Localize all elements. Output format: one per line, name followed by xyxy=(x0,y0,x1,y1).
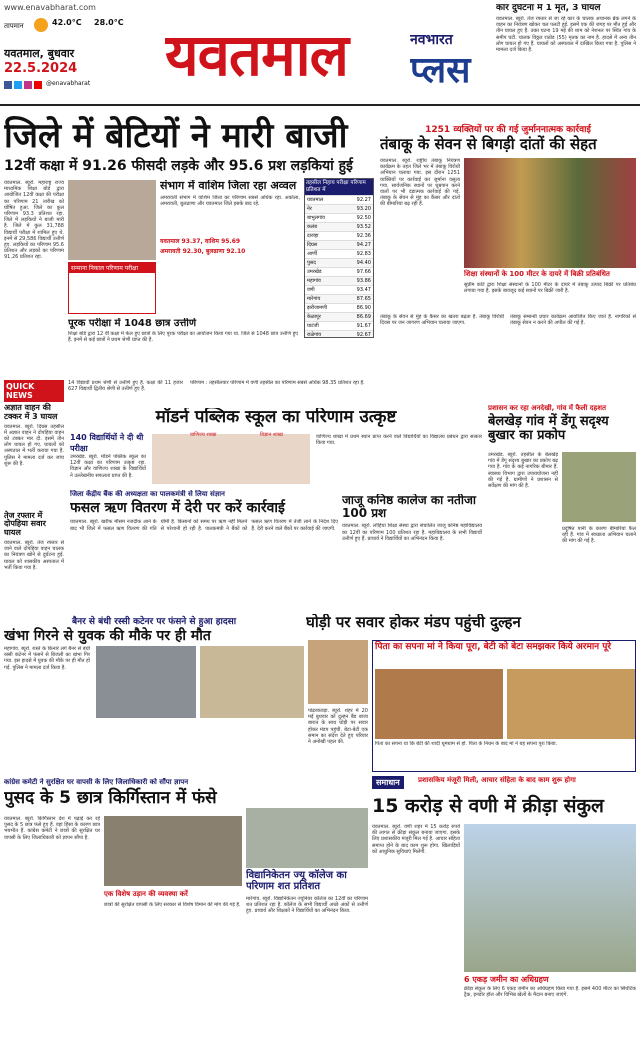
taluka-name: महागांव xyxy=(307,278,321,284)
edition-date: 22.5.2024 xyxy=(4,61,78,76)
taluka-percent: 92.67 xyxy=(356,332,371,338)
supplementary-box xyxy=(68,318,298,378)
temp-min: 28.0°C xyxy=(94,18,124,27)
kyrgyzstan-kicker: कांग्रेस कमेटी ने सुरक्षित घर वापसी के लिए जिलाधिकारी को सौंपा ज्ञापन xyxy=(4,778,189,786)
tobacco-caption: शिक्षा संस्थानों के 100 मीटर के दायरे में बिक्री प्रतिबंधित xyxy=(464,270,610,278)
bride-headline: घोड़ी पर सवार होकर मंडप पहुंची दुल्हन xyxy=(306,614,521,631)
dengue-story xyxy=(488,404,636,644)
bride-body: पांढरकवड़ा. ब्यूरो. शहर में 20 मई बुधवार को दुल्हन बैंड बाजा बारात के साथ घोड़ी पर सवार होकर मंडप पहुंची. बेटा-बेटी एक समान का संदेश देते हुए परिवार ने अनोखी पहल की. xyxy=(308,708,368,746)
supplementary-body: शिक्षा बोर्ड द्वारा 12 वीं कक्षा में फेल हुए छात्रों के लिए पूरक परीक्षा का आयोजन किया गया था. जिले से 1048 छात्र उत्तीर्ण हुए हैं. इनमें से कई छात्रों ने प्रथम श्रेणी प्राप्त की है. xyxy=(68,331,298,344)
taluka-name: मारेगांव xyxy=(307,296,321,302)
tobacco-kicker: 1251 व्यक्तियों पर की गई जुर्माननात्मक कार्रवाई xyxy=(425,125,591,135)
result-box xyxy=(68,262,156,314)
kyrgyzstan-photo-body: छात्रों की सुरक्षित वापसी के लिए सरकार से विशेष विमान की मांग की गई है. xyxy=(104,902,241,908)
taluka-percent: 92.27 xyxy=(356,197,371,203)
brand-top: नवभारत xyxy=(410,32,453,46)
result-box-title: सन्माना निकाल परिणाम परीक्षा xyxy=(69,263,155,273)
taluka-row xyxy=(305,321,373,330)
students-group-photo xyxy=(104,816,242,886)
taluka-name: दिग्रस xyxy=(307,242,318,248)
top-right-story xyxy=(496,4,636,104)
quick-news-title: QUICK NEWS xyxy=(4,380,64,402)
dengue-body2: प्रदूषित पानी के कारण बीमारियां फैल रही हैं. गांव में स्वच्छता अभियान चलाने की मांग की गई है. xyxy=(562,526,636,545)
school-headline: मॉडर्न पब्लिक स्कूल का परिणाम उत्कृष्ट xyxy=(155,408,397,427)
taluka-percent: 92.50 xyxy=(356,215,371,221)
taluka-row xyxy=(305,222,373,231)
jaju-headline: जाजू कनिष्ठ कालेज का नतीजा 100 प्रश xyxy=(342,494,476,521)
division-stat2: अमरावती 92.30, बुलढाणा 92.10 xyxy=(160,248,246,256)
taluka-percent: 93.86 xyxy=(356,278,371,284)
horse-photo xyxy=(375,669,503,739)
taluka-percent: 94.40 xyxy=(356,260,371,266)
taluka-percent: 87.65 xyxy=(356,296,371,302)
taluka-table xyxy=(304,178,374,338)
quick-news-headline-2: तेज रफ्तार में दोपहिया सवार घायल xyxy=(4,510,46,538)
taluka-percent: 94.27 xyxy=(356,242,371,248)
taluka-percent: 93.47 xyxy=(356,287,371,293)
taluka-row xyxy=(305,330,373,338)
sports-headline: 15 करोड़ से वणी में क्रीड़ा संकुल xyxy=(372,795,604,817)
taluka-name: यवतमाल xyxy=(307,197,324,203)
jaju-story xyxy=(342,494,482,608)
taluka-row xyxy=(305,294,373,303)
youtube-icon[interactable] xyxy=(34,81,42,89)
instagram-icon[interactable] xyxy=(24,81,32,89)
vidyaniketan-body: मारेगांव. ब्यूरो. विद्यानिकेतन ज्यूनियर कॉलेज का 12वीं का परिणाम शत प्रतिशत रहा है. कॉलेज के सभी विद्यार्थी अच्छे अंकों से उत्तीर्ण हुए. प्राचार्य और शिक्षकों ने विद्यार्थियों का अभिनंदन किया. xyxy=(246,896,368,915)
taluka-name: केळापूर xyxy=(307,314,321,320)
taluka-percent: 92.36 xyxy=(356,233,371,239)
taluka-percent: 86.69 xyxy=(356,314,371,320)
kyrgyzstan-photo-caption: एक विशेष उड़ान की व्यवस्था करें xyxy=(104,890,188,898)
main-body: यवतमाल. ब्यूरो. महाराष्ट्र राज्य माध्यमिक शिक्षा बोर्ड द्वारा आयोजित 12वीं कक्षा की परीक्षा का परिणाम 21 तारीख को घोषित हुआ. जिले का कुल परिणाम 93.3 प्रतिशत रहा. जिले में लड़कियों ने बाजी मारी है. जिले में कुल 31,788 विद्यार्थी परीक्षा में शामिल हुए थे. इनमें से 29,586 विद्यार्थी उत्तीर्ण हुए. लड़कियों का परिणाम 95.6 प्रतिशत और लड़कों का परिणाम 91.26 प्रतिशत रहा. xyxy=(4,180,64,261)
taluka-percent: 93.20 xyxy=(356,206,371,212)
pole-photo xyxy=(200,646,304,718)
headline: कार दुर्घटना में 1 मृत, 3 घायल xyxy=(496,4,601,13)
main-headline: जिले में बेटियों ने मारी बाजी xyxy=(4,116,348,156)
taluka-percent: 86.90 xyxy=(356,305,371,311)
taluka-row xyxy=(305,249,373,258)
sports-body: यवतमाल. ब्यूरो. वणी शहर में 15 करोड़ रुपये की लागत से क्रीड़ा संकुल बनाया जाएगा. इसके लिए प्रशासकीय मंजूरी मिल गई है. आचार संहिता समाप्त होने के बाद काम शुरू होगा. खिलाड़ियों को आधुनिक सुविधाएं मिलेंगी. xyxy=(372,824,460,855)
taluka-percent: 93.52 xyxy=(356,224,371,230)
taluka-row xyxy=(305,285,373,294)
school-body2: वाणिज्य शाखा में प्रथम स्थान प्राप्त करने वाले विद्यार्थियों का विद्यालय प्रबंधन द्वारा सत्कार किया गया. xyxy=(316,434,482,447)
taluka-name: नेर xyxy=(307,206,312,212)
brand-bottom: प्लस xyxy=(410,50,471,91)
twitter-icon[interactable] xyxy=(14,81,22,89)
sun-icon xyxy=(34,18,48,32)
school-sub: 140 विद्यार्थियों ने दी थी परीक्षा xyxy=(70,433,144,453)
taluka-name: बाभुलगांव xyxy=(307,215,325,221)
social-handle[interactable]: @enavabharat xyxy=(46,80,91,87)
edition-day: यवतमाल, बुधवार xyxy=(4,47,75,60)
commerce-label: वाणिज्य शाखा xyxy=(190,432,217,438)
division-box xyxy=(160,180,300,310)
taluka-row xyxy=(305,276,373,285)
taluka-row xyxy=(305,303,373,312)
father-headline: पिता का सपना मां ने किया पूरा, बेटी को बेटा समझकर किये अरमान पूरे xyxy=(375,642,612,652)
college-photo xyxy=(246,808,368,868)
taluka-name: वणी xyxy=(307,287,315,293)
sports-tag: समाधान xyxy=(372,776,404,789)
division-stat1: यवतमाल 93.37, वाशिम 95.69 xyxy=(160,238,241,246)
banner-subhead: खंभा गिरने से युवक की मौके पर ही मौत xyxy=(4,628,211,644)
kyrgyzstan-headline: पुसद के 5 छात्र किर्गिस्तान में फंसे xyxy=(4,788,217,808)
ground-photo xyxy=(464,824,636,972)
wedding-photo xyxy=(507,669,635,739)
dengue-headline: बेलखेड़ गांव में डेंगू सदृश्य बुखार का प्रकोप xyxy=(488,414,609,444)
sports-story xyxy=(372,776,636,1048)
tobacco-body3: तंबाकू सम्बन्धी प्रचार कार्यक्रम आयोजित किए जाते हैं. नागरिकों से तंबाकू सेवन न करने की अपील की गई है. xyxy=(510,314,636,327)
school-body: उमरखेड. ब्यूरो. मॉडर्न पब्लिक स्कूल का 12वीं कक्षा का परिणाम उत्कृष्ट रहा. विज्ञान और वाणिज्य शाखा के विद्यार्थियों ने उल्लेखनीय सफलता प्राप्त की है. xyxy=(70,454,146,479)
bride-headline-box xyxy=(306,614,636,638)
taluka-row xyxy=(305,312,373,321)
banner-headline: बैनर से बंधी रस्सी कटेनर पर फंसने से हुआ हादसा xyxy=(71,617,237,627)
weather-label: तापमान xyxy=(4,22,24,30)
division-body: अमरावती संभाग में वाशिम जिला का परिणाम सबसे अधिक रहा. अकोला, अमरावती, बुलढाणा और यवतमाल जिले इसके बाद रहे. xyxy=(160,195,300,208)
story-body: यवतमाल. ब्यूरो. तेज रफ्तार से जा रहे कार के चालक अचानक ब्रेक लगने के वाहन का नियंत्रण खोकर चल पलटी हुई. इसमें एक की जगह पर मौत हुई और तीन घायल हुए हैं. उक्त घटना 19 मई की शाम को नेशनल पर स्थित गांव के समीप घटी. चालक विठ्ठल राठोड (55) मृतक का नाम है. हादसे में अन्य तीन लोग घायल हो गए हैं. घायलों को अस्पताल में दाखिल किया गया है. पुलिस ने मामला दर्ज किया है. xyxy=(496,15,636,53)
taluka-name: झरीजामणी xyxy=(307,305,328,311)
bride-photo xyxy=(308,640,368,704)
crop-loan-story xyxy=(70,490,338,608)
quick-news xyxy=(4,380,64,610)
vidyaniketan-story xyxy=(246,808,368,1048)
school-story xyxy=(70,408,482,488)
kyrgyzstan-story xyxy=(4,778,242,1048)
quick-news-body-1: यवतमाल. ब्यूरो. दिग्रस तहसील में अज्ञात वाहन ने दोपहिया वाहन को टक्कर मार दी. इसमें तीन लोग घायल हो गए. घायलों को अस्पताल में भर्ती कराया गया है. पुलिस ने मामला दर्ज कर जांच शुरू की है. xyxy=(4,423,64,467)
taluka-row xyxy=(305,213,373,222)
facebook-icon[interactable] xyxy=(4,81,12,89)
taluka-row xyxy=(305,240,373,249)
sports-kicker: प्रशासकिय मंजूरी मिली, आचार संहिता के बाद काम शुरू होगा xyxy=(418,776,576,784)
crop-loan-body: यवतमाल. ब्यूरो. खरीफ मौसम नजदीक आने के बाद भी जिले में फसल ऋण वितरण की गति धीमी है. किसानों को समय पर ऋण नहीं मिलने से परेशानी हो रही है. पालकमंत्री ने बैंकों को फसल ऋण वितरण में तेजी लाने के निर्देश दिए हैं. देरी करने वाले बैंकों पर कार्रवाई की जाएगी. xyxy=(70,519,338,532)
tobacco-headline: तंबाकू के सेवन से बिगड़ी दांतों की सेहत xyxy=(380,135,597,153)
taluka-row xyxy=(305,195,373,204)
supplementary-headline: पूरक परीक्षा में 1048 छात्र उत्तीर्ण xyxy=(68,318,197,329)
masthead-title: यवतमाल xyxy=(165,21,348,89)
commerce-photos xyxy=(152,434,310,484)
students-photo xyxy=(68,180,156,260)
weather-widget xyxy=(4,18,159,40)
website-url[interactable]: www.enavabharat.com xyxy=(4,3,96,12)
jaju-body: यवतमाल. ब्यूरो. लोहिया शिक्षा संस्था द्वारा संचालित जाजू कनिष्ठ महाविद्यालय का 12वीं का परिणाम 100 प्रतिशत रहा है. महाविद्यालय के सभी विद्यार्थी उत्तीर्ण हुए हैं. प्राचार्य ने विद्यार्थियों का अभिनंदन किया है. xyxy=(342,523,482,542)
taluka-row xyxy=(305,204,373,213)
banner-accident-story xyxy=(4,614,304,774)
taluka-name: कलंब xyxy=(307,224,318,230)
tobacco-caption-body: सुप्रीम कोर्ट द्वारा शिक्षा संस्थानों के 100 मीटर के दायरे में तंबाकू उत्पाद बिक्री पर प्रतिबंध लगाया गया है. इसके बावजूद कई स्थानों पर बिक्री जारी है. xyxy=(464,282,636,295)
father-body: पिता का सपना था कि बेटी की शादी धूमधाम से हो. पिता के निधन के बाद मां ने यह सपना पूरा किया. xyxy=(375,741,558,747)
taluka-name: आर्णी xyxy=(307,251,318,257)
taluka-name: पुसद xyxy=(307,260,316,266)
truck-photo xyxy=(96,646,196,718)
taluka-row xyxy=(305,231,373,240)
crop-loan-headline: फसल ऋण वितरण में देरी पर करें कार्रवाई xyxy=(70,500,285,516)
father-box xyxy=(372,640,636,772)
kyrgyzstan-body: यवतमाल. ब्यूरो. किर्गिस्तान देश में पढ़ाई कर रहे पुसद के 5 छात्र फंसे हुए हैं. वहां हिंसा के कारण छात्र भयभीत हैं. कांग्रेस कमेटी ने छात्रों की सुरक्षित घर वापसी के लिए जिलाधिकारी को ज्ञापन सौंपा है. xyxy=(4,816,100,841)
quick-news-headline-1: अज्ञात वाहन की टक्कर में 3 घायल xyxy=(4,403,58,421)
taluka-name: राळेगांव xyxy=(307,332,322,338)
banner-body: महागांव. ब्यूरो. रास्ते के किनारे लगे बैनर से बंधी रस्सी कंटेनर में फंसने से बिजली का खंभा गिर गया. इस हादसे में युवक की मौके पर ही मौत हो गई. पुलिस ने मामला दर्ज किया है. xyxy=(4,646,90,671)
taluka-title: तहसील निहाय परीक्षा परिणाम प्रतिशत में xyxy=(305,179,373,195)
taluka-percent: 97.66 xyxy=(356,269,371,275)
taluka-row xyxy=(305,258,373,267)
taluka-name: दारव्हा xyxy=(307,233,319,239)
science-label: विज्ञान शाखा xyxy=(260,432,284,438)
main-subhead: 12वीं कक्षा में 91.26 फीसदी लड़के और 95.6 प्रश लड़कियां हुई xyxy=(4,158,353,174)
dengue-kicker: प्रशासन कर रहा अनदेखी, गांव में फैली दहशत xyxy=(488,404,606,412)
tobacco-story xyxy=(380,122,636,402)
sports-caption-title: 6 एकड़ जमीन का अधिग्रहण xyxy=(464,975,549,984)
vidyaniketan-headline: विद्यानिकेतन ज्यू कॉलेज का परिणाम शत प्रतिशत xyxy=(246,870,347,892)
supplementary-note: 14 विद्यार्थी प्रथम श्रेणी से उत्तीर्ण हुए हैं. कक्षा की 11 हजार 627 विद्यार्थी द्वितीय श्रेणी से उत्तीर्ण हुए हैं. xyxy=(68,380,183,393)
tobacco-body2: तंबाकू के सेवन से मुंह के कैंसर का खतरा बढ़ता है. तंबाकू विरोधी दिवस पर जन जागरण अभियान चलाया जाएगा. xyxy=(380,314,504,327)
tobacco-shop-photo xyxy=(464,158,636,268)
tobacco-body: यवतमाल. ब्यूरो. राष्ट्रीय तंबाकू नियंत्रण कार्यक्रम के तहत जिले भर में तंबाकू विरोधी अभियान चलाया गया. इस दौरान 1251 व्यक्तियों पर कार्रवाई कर जुर्माना वसूला गया. सार्वजनिक स्थानों पर धूम्रपान करने वालों पर भी दंडात्मक कार्रवाई की गई. तंबाकू के सेवन से मुंह का कैंसर और दांतों की बीमारियां बढ़ रही हैं. xyxy=(380,158,460,208)
taluka-row xyxy=(305,267,373,276)
temp-max: 42.0°C xyxy=(52,18,82,27)
taluka-percent: 92.83 xyxy=(356,251,371,257)
taluka-name: घाटंजी xyxy=(307,323,319,329)
village-photo xyxy=(562,452,636,522)
supplementary-note2: परिणाम : तहसीलवार परिणाम में वणी तहसील का परिणाम सबसे अधिक 98.35 प्रतिशत रहा है. xyxy=(190,380,365,386)
division-title: संभाग में वाशिम जिला रहा अव्वल xyxy=(160,180,297,192)
sports-caption-body: क्रीड़ा संकुल के लिए 6 एकड़ जमीन का अधिग्रहण किया गया है. इसमें 400 मीटर का सिंथेटिक ट्रैक, इनडोर हॉल और विभिन्न खेलों के मैदान बनाए जाएंगे. xyxy=(464,986,636,999)
taluka-percent: 91.67 xyxy=(356,323,371,329)
crop-loan-kicker: जिला केंद्रीय बैंक की अध्यक्षता का पालकमंत्री से लिया संज्ञान xyxy=(70,490,225,498)
quick-news-body-2: यवतमाल. ब्यूरो. तेज रफ्तार से जाने वाले दोपहिया वाहन चालक का नियंत्रण खोने से दुर्घटना हुई. घायल को शासकीय अस्पताल में भर्ती किया गया है. xyxy=(4,539,64,571)
taluka-name: उमरखेड xyxy=(307,269,322,275)
social-row xyxy=(4,80,154,90)
dengue-body: उमरखेड. ब्यूरो. तहसील के बेलखेड़ गांव में डेंगू सदृश्य बुखार का प्रकोप बढ़ गया है. गांव के कई नागरिक बीमार हैं. स्वास्थ्य विभाग द्वारा उपाययोजना नहीं की गई है. ग्रामीणों ने प्रशासन से सर्वेक्षण की मांग की है. xyxy=(488,452,558,490)
